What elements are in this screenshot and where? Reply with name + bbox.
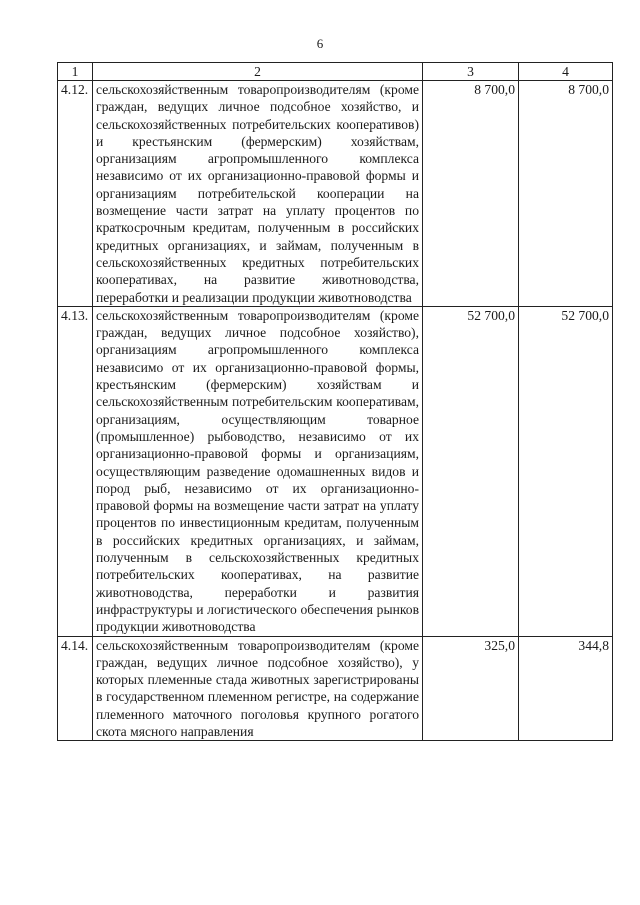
row-number: 4.12.	[58, 81, 93, 307]
row-number: 4.13.	[58, 306, 93, 636]
table-row	[58, 636, 613, 741]
row-description: сельскохозяйственным товаропроизводителям (кроме граждан, ведущих личное подсобное хозяйство), у которых племенные стада животных зарегистрированы в государственном племенном регистре, на содержание племенного маточного поголовья крупного рогатого скота мясного направления	[93, 636, 423, 741]
header-col-3: 3	[423, 63, 519, 81]
table-row	[58, 306, 613, 636]
row-amount-col4: 8 700,0	[519, 81, 613, 307]
table-header-row	[58, 63, 613, 81]
row-number: 4.14.	[58, 636, 93, 741]
table-row	[58, 81, 613, 307]
budget-table	[57, 62, 613, 741]
header-col-1: 1	[58, 63, 93, 81]
row-amount-col4: 344,8	[519, 636, 613, 741]
row-description: сельскохозяйственным товаропроизводителям (кроме граждан, ведущих личное подсобное хозяйство, и сельскохозяйственных потребительских кооперативов) и крестьянским (фермерским) хозяйствам, организациям агропромышленного комплекса независимо от их организационно-правовой формы и организациям потребительской кооперации на возмещение части затрат на уплату процентов по краткосрочным кредитам, полученным в российских кредитных организациях, и займам, полученным в сельскохозяйственных кредитных потребительских кооперативах, на развитие животноводства, переработки и реализации продукции животноводства	[93, 81, 423, 307]
row-amount-col4: 52 700,0	[519, 306, 613, 636]
page-number: 6	[316, 36, 324, 51]
header-col-2: 2	[93, 63, 423, 81]
header-col-4: 4	[519, 63, 613, 81]
row-amount-col3: 8 700,0	[423, 81, 519, 307]
row-description: сельскохозяйственным товаропроизводителям (кроме граждан, ведущих личное подсобное хозяйство), организациям агропромышленного комплекса независимо от их организационно-правовой формы, крестьянским (фермерским) хозяйствам и сельскохозяйственным потребительским кооперативам, организациям, осуществляющим товарное (промышленное) рыбоводство, независимо от их организационно-правовой формы и организациям, осуществляющим разведение одомашненных видов и пород рыб, независимо от их организационно-правовой формы на возмещение части затрат на уплату процентов по инвестиционным кредитам, полученным в российских кредитных организациях, и займам, полученным в сельскохозяйственных кредитных потребительских кооперативах, на развитие животноводства, переработки и развития инфраструктуры и логистического обеспечения рынков продукции животноводства	[93, 306, 423, 636]
row-amount-col3: 325,0	[423, 636, 519, 741]
row-amount-col3: 52 700,0	[423, 306, 519, 636]
